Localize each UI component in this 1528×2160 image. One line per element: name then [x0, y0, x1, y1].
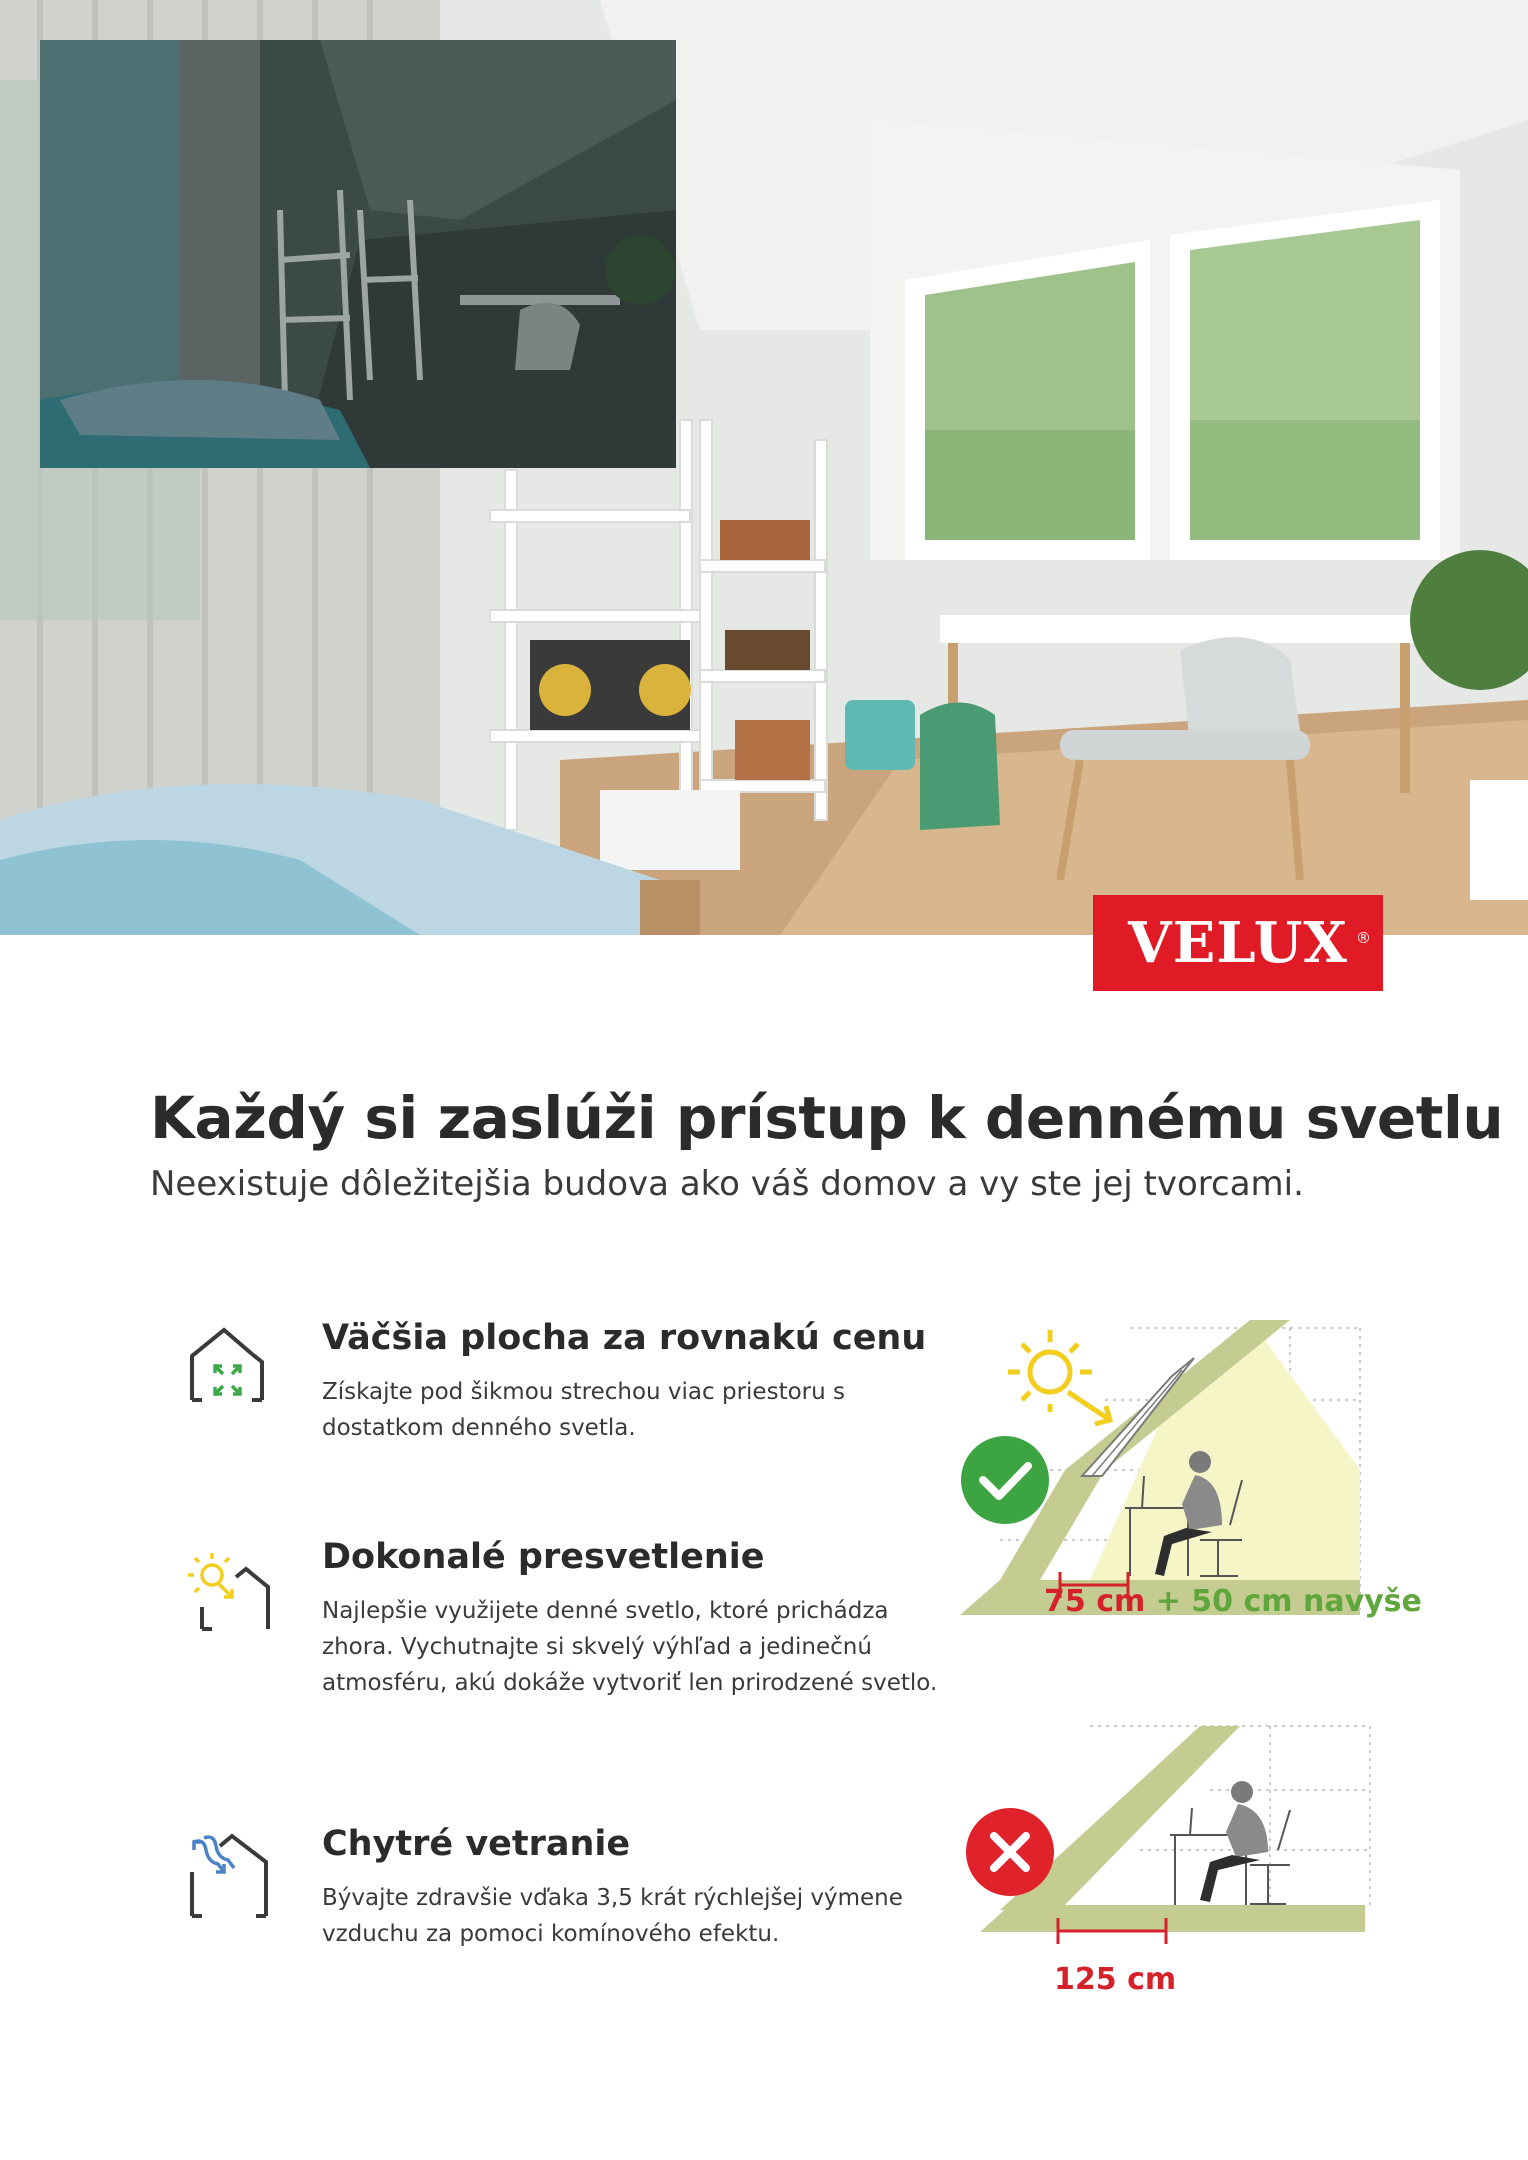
house-sunlight-icon [180, 1537, 280, 1637]
diagram-roof-window-good [950, 1280, 1420, 1620]
house-expand-arrows-icon [180, 1318, 280, 1418]
sun-icon [1008, 1330, 1110, 1424]
measure-base-label: 75 cm [1044, 1584, 1146, 1619]
velux-logo [1093, 895, 1383, 991]
measure-extra-label: + 50 cm navyše [1155, 1584, 1422, 1619]
measurement-good [1044, 1584, 1422, 1619]
checkmark-icon [961, 1436, 1049, 1524]
cross-icon [966, 1808, 1054, 1896]
feature-text: Najlepšie využijete denné svetlo, ktoré prichádza zhora. Vychutnajte si skvelý výhľad a jedinečnú atmosféru, akú dokáže vytvoriť len prirodzené svetlo. [322, 1598, 938, 1696]
logo-wordmark: VELUX [1128, 910, 1348, 976]
feature-title: Chytré vetranie [322, 1824, 631, 1864]
feature-text: Bývajte zdravšie vďaka 3,5 krát rýchlejšej výmene vzduchu za pomoci komínového efektu. [322, 1885, 903, 1947]
page-headline: Každý si zaslúži prístup k dennému svetlu [150, 1084, 1504, 1152]
logo-registered-mark: ® [1356, 929, 1371, 947]
house-ventilation-icon [180, 1824, 280, 1924]
inset-dark-room-photo [40, 40, 676, 468]
feature-title: Väčšia plocha za rovnakú cenu [322, 1318, 927, 1358]
measurement-bad: 125 cm [1054, 1962, 1177, 1997]
dark-room-illustration [40, 40, 676, 468]
diagram-roof-no-window [950, 1700, 1420, 2010]
hero-photo [0, 0, 1528, 935]
page-subheadline: Neexistuje dôležitejšia budova ako váš domov a vy ste jej tvorcami. [150, 1164, 1304, 1204]
feature-text: Získajte pod šikmou strechou viac priestoru s dostatkom denného svetla. [322, 1379, 845, 1441]
feature-title: Dokonalé presvetlenie [322, 1537, 765, 1577]
